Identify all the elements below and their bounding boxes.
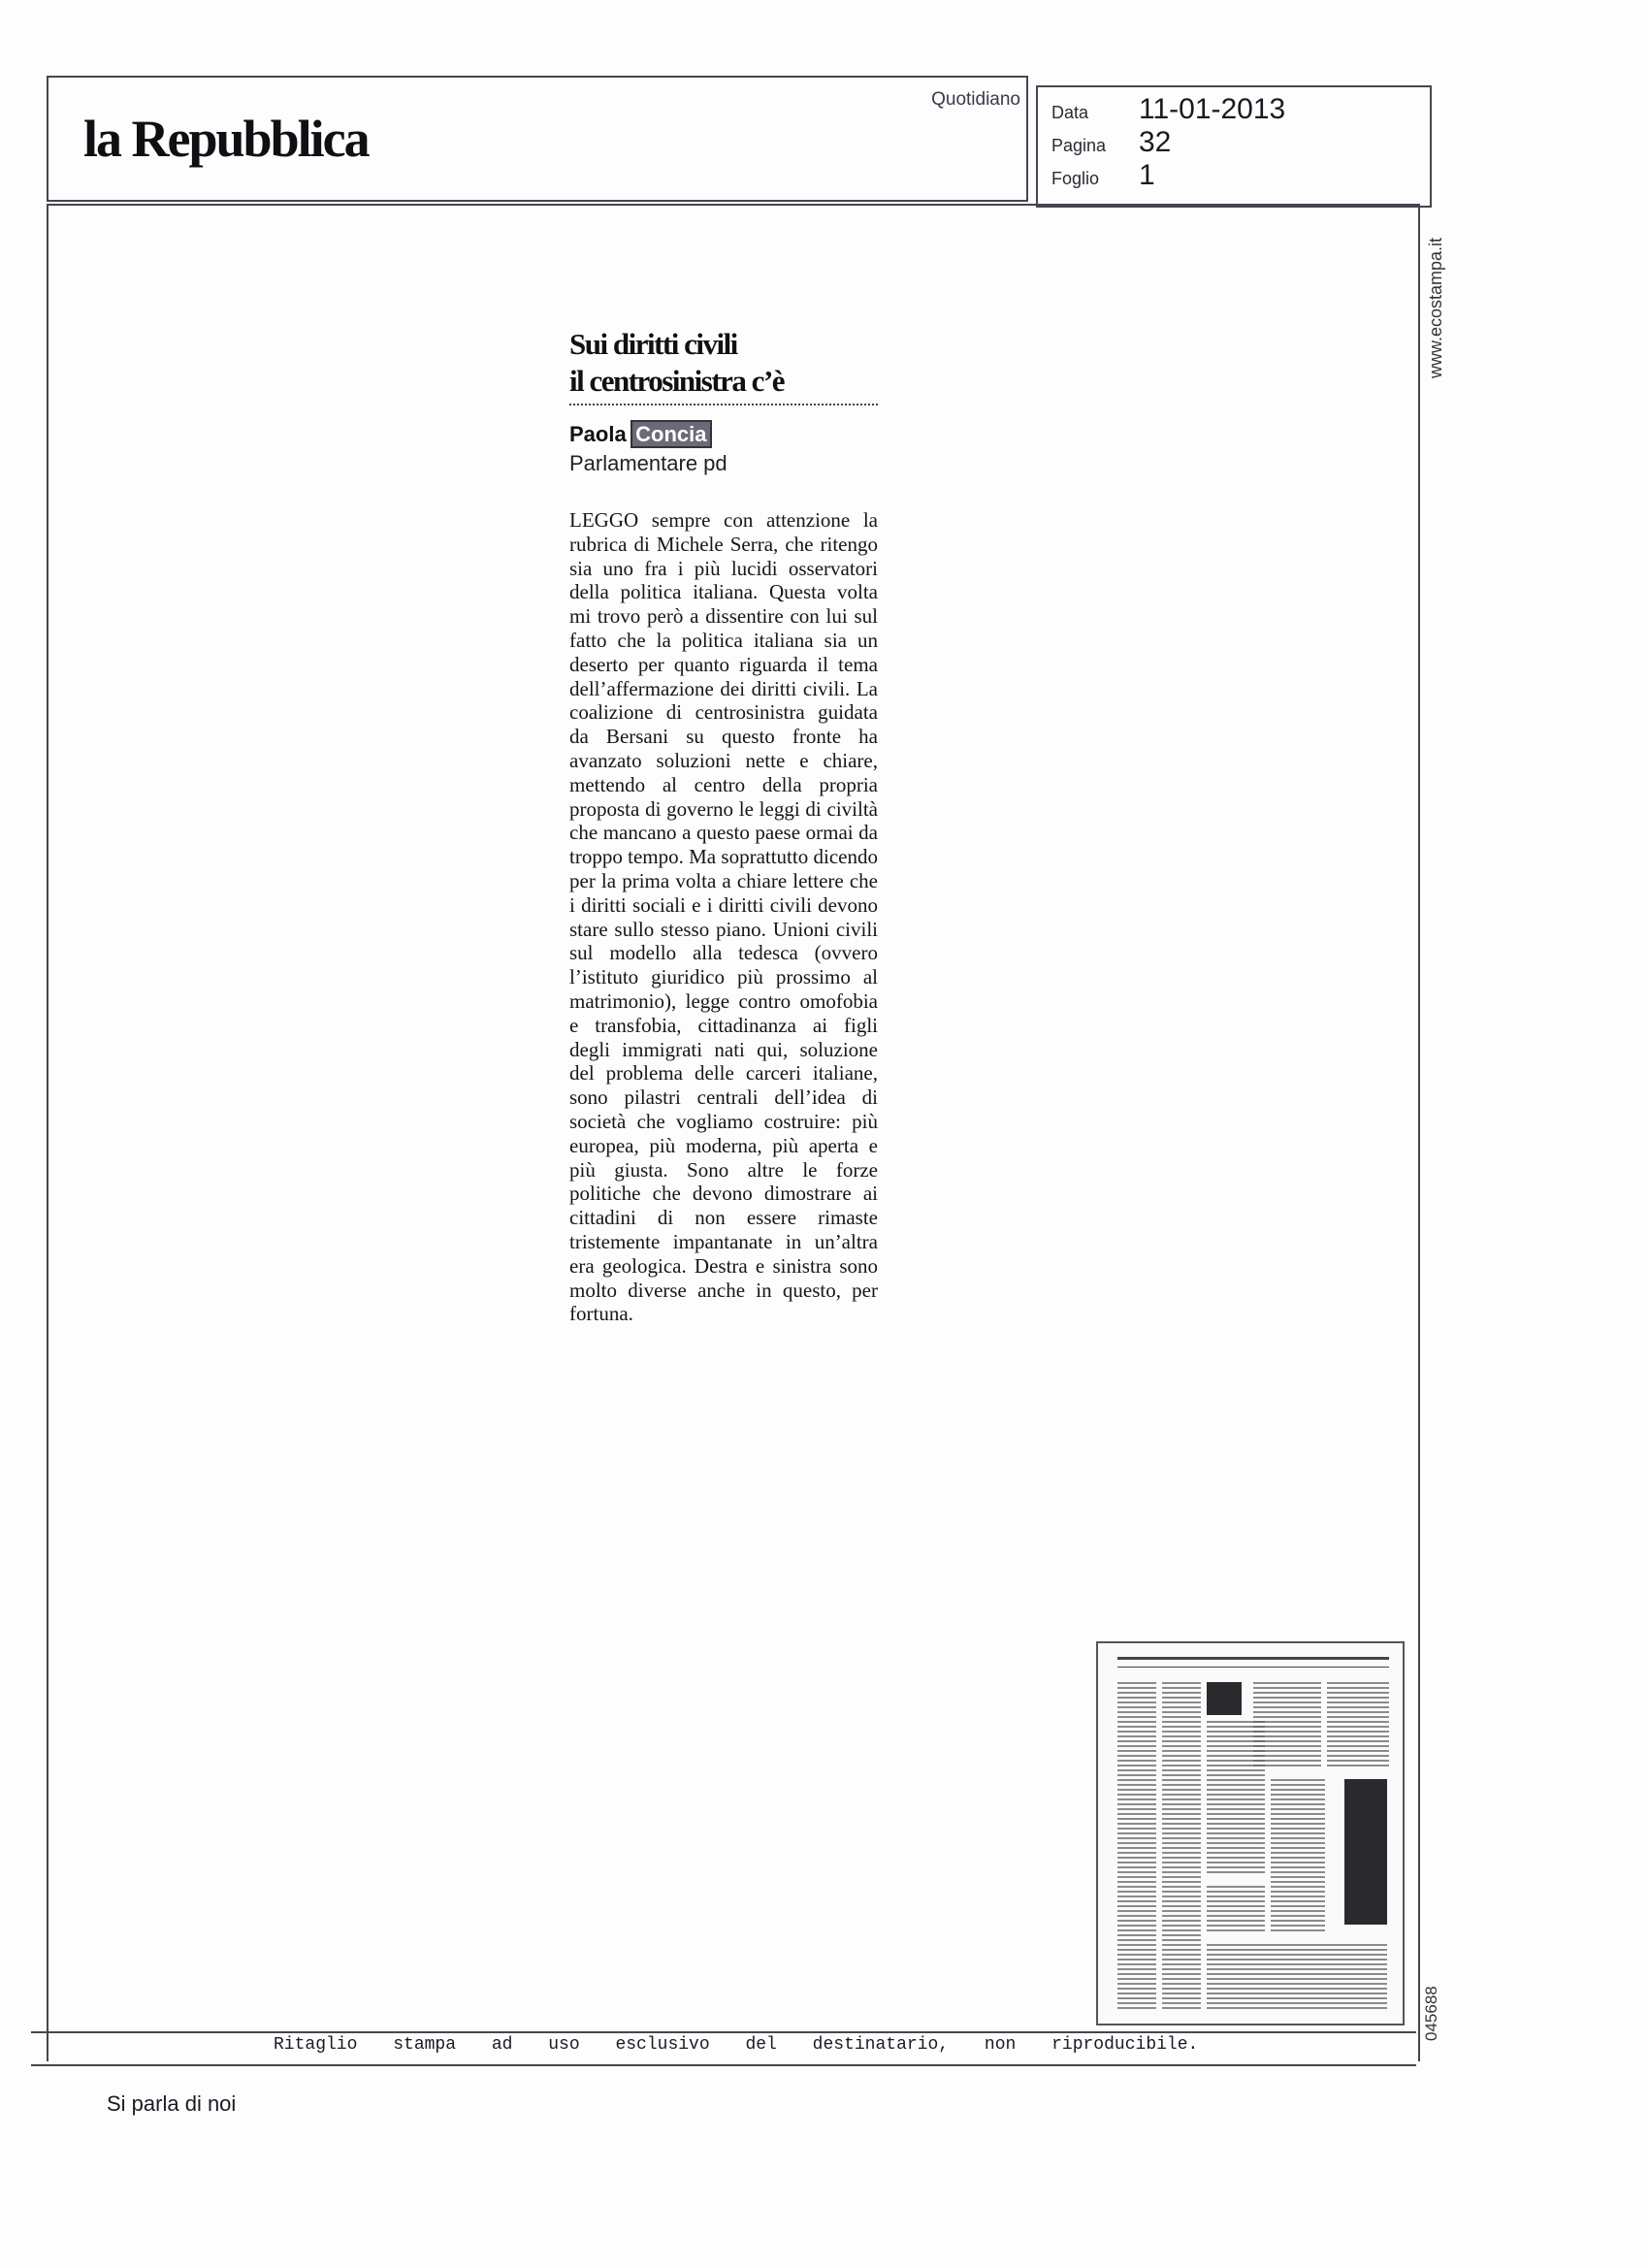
thumb-column [1271,1779,1325,1934]
meta-value: 1 [1139,159,1155,191]
thumb-column [1207,1886,1265,1934]
thumb-header-rule [1117,1667,1389,1668]
meta-value: 11-01-2013 [1139,93,1286,125]
masthead-box [47,76,1028,202]
ecostampa-url: www.ecostampa.it [1426,237,1445,378]
thumb-column [1162,1682,1201,2012]
metadata-box [1036,85,1432,208]
paper-type-label: Quotidiano [931,89,1020,110]
article-headline [569,326,878,405]
thumb-photo [1207,1682,1242,1715]
thumb-column [1327,1682,1389,1769]
meta-label: Foglio [1051,169,1100,188]
meta-row-page [1051,126,1171,159]
meta-row-date [1051,93,1285,126]
footer-notice: Ritaglio stampa ad uso esclusivo del destinatario, non riproducibile. [274,2035,1199,2055]
author-last-name-highlight: Concia [630,420,711,448]
clipping-code: 045688 [1422,1986,1440,2041]
meta-label: Pagina [1051,136,1107,155]
author-block [569,421,878,479]
headline-line-1: Sui diritti civili [569,327,737,361]
thumb-column [1207,1944,1387,2012]
meta-label: Data [1051,103,1089,122]
meta-value: 32 [1139,126,1172,158]
article [569,326,878,1326]
author-role: Parlamentare pd [569,451,728,475]
newspaper-logo: la Repubblica [83,110,369,168]
section-label: Si parla di noi [107,2091,237,2116]
author-first-name: Paola [569,422,627,446]
headline-line-2: il centrosinistra c’è [569,364,785,398]
meta-row-sheet [1051,159,1155,192]
thumb-column [1117,1682,1156,2012]
article-body: LEGGO sempre con attenzione la rubrica di Michele Serra, che ritengo sia uno fra i più lucidi osservatori della politica italiana. Questa volta mi trovo però a dissentire con lui sul fatto che la politica italiana sia un deserto per quanto riguarda il tema dell’affermazione dei diritti civili. La coalizione di centrosinistra guidata da Bersani su questo fronte ha avanzato soluzioni nette e chiare, mettendo al centro della propria proposta di governo le leggi di civiltà che mancano a questo paese ormai da troppo tempo. Ma soprattutto dicendo per la prima volta a chiare lettere che i diritti sociali e i diritti civili devono stare sullo stesso piano. Unioni civili sul modello alla tedesca (ovvero l’istituto giuridico più prossimo al matrimonio), legge contro omofobia e transfobia, cittadinanza ai figli degli immigrati nati qui, soluzione del problema delle carceri italiane, sono pilastri centrali dell’idea di società che vogliamo costruire: più europea, più moderna, più aperta e più giusta. Sono altre le forze politiche che devono dimostrare ai cittadini di non essere rimaste tristemente impantanate in un’altra era geologica. Destra e sinistra sono molto diverse anche in questo, per fortuna. [569,508,878,1326]
page-thumbnail-image [1096,1641,1405,2025]
thumb-header-rule [1117,1657,1389,1660]
thumb-column [1253,1682,1321,1769]
thumb-dark-box [1344,1779,1387,1925]
